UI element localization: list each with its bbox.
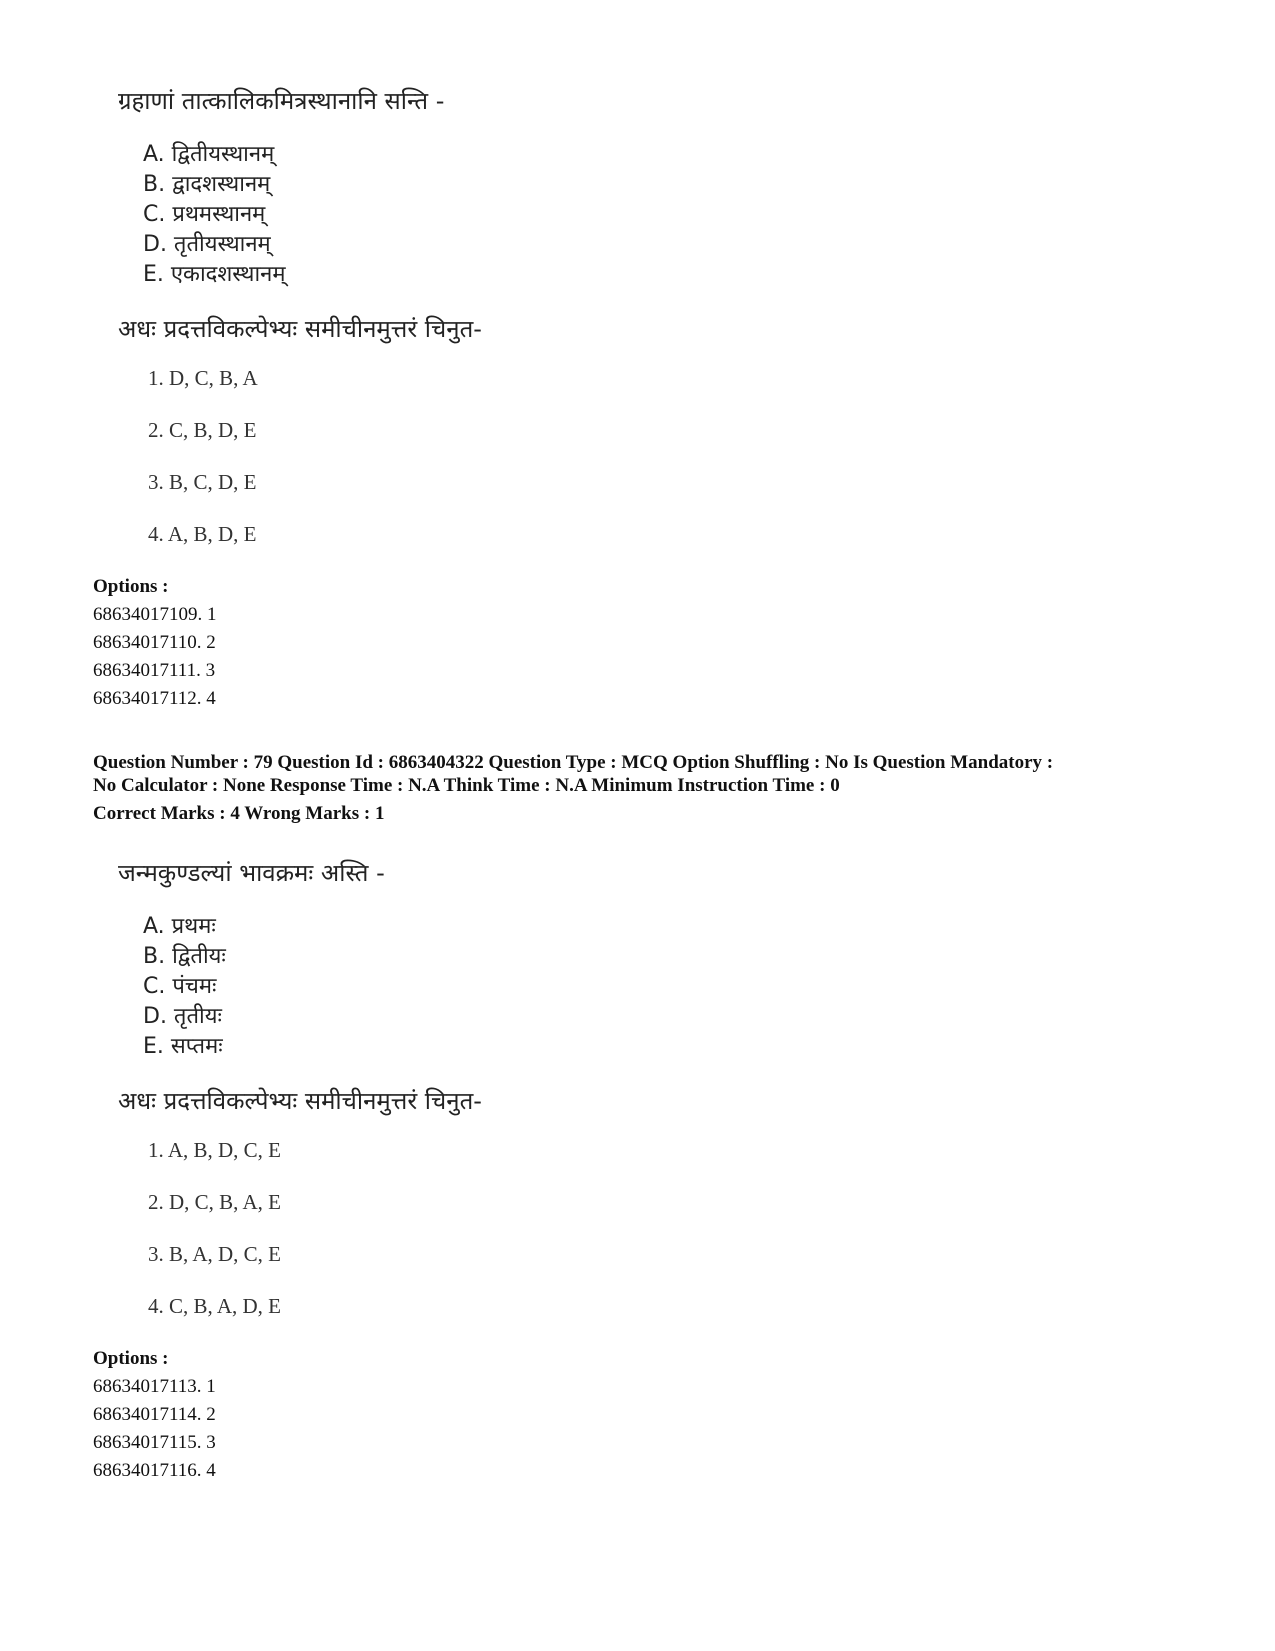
option-id-line: 68634017109. 1 [93,604,217,625]
option-id-line: 68634017111. 3 [93,660,216,681]
statement-item: E. एकादशस्थानम् [143,262,286,287]
answer-choice: 2. D, C, B, A, E [148,1190,282,1214]
statement-item: A. प्रथमः [143,914,216,939]
statement-item: D. तृतीयस्थानम् [143,232,271,257]
question-marks: Correct Marks : 4 Wrong Marks : 1 [93,803,385,824]
question-stem: ग्रहाणां तात्कालिकमित्रस्थानानि सन्ति - [118,87,445,115]
answer-choice: 4. A, B, D, E [148,522,257,546]
answer-choice: 1. A, B, D, C, E [148,1138,282,1162]
statement-item: C. प्रथमस्थानम् [143,202,266,227]
answer-choice: 3. B, A, D, C, E [148,1242,282,1266]
statement-item: A. द्वितीयस्थानम् [143,142,275,167]
options-heading: Options : [93,576,169,597]
option-id-line: 68634017114. 2 [93,1404,216,1425]
statement-item: B. द्वादशस्थानम् [143,172,271,197]
option-id-line: 68634017112. 4 [93,688,216,709]
statement-item: E. सप्तमः [143,1034,223,1059]
option-id-line: 68634017110. 2 [93,632,216,653]
answer-choice: 4. C, B, A, D, E [148,1294,282,1318]
instruction-text: अधः प्रदत्तविकल्पेभ्यः समीचीनमुत्तरं चिनुत- [118,1087,482,1115]
statement-item: D. तृतीयः [143,1004,222,1029]
option-id-line: 68634017113. 1 [93,1376,216,1397]
answer-choice: 2. C, B, D, E [148,418,257,442]
options-heading: Options : [93,1348,169,1369]
question-stem: जन्मकुण्डल्यां भावक्रमः अस्ति - [118,859,385,887]
answer-choice: 3. B, C, D, E [148,470,257,494]
statement-item: C. पंचमः [143,974,217,999]
question-meta-line-1: Question Number : 79 Question Id : 6863404322 Question Type : MCQ Option Shuffling : No Is Question Mandatory : [93,752,1054,773]
option-id-line: 68634017115. 3 [93,1432,216,1453]
instruction-text: अधः प्रदत्तविकल्पेभ्यः समीचीनमुत्तरं चिनुत- [118,315,482,343]
option-id-line: 68634017116. 4 [93,1460,216,1481]
answer-choice: 1. D, C, B, A [148,366,258,390]
statement-item: B. द्वितीयः [143,944,226,969]
question-meta-line-2: No Calculator : None Response Time : N.A Think Time : N.A Minimum Instruction Time : 0 [93,775,840,796]
